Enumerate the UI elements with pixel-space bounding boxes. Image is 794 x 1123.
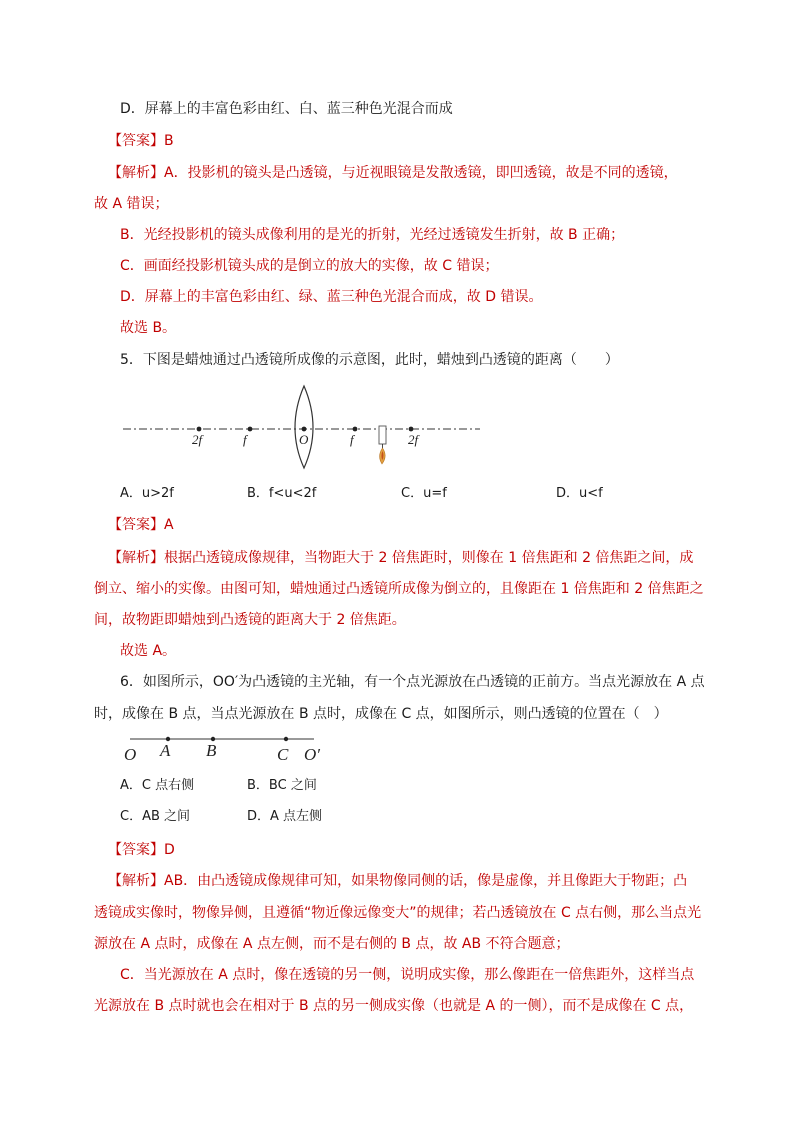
q5-stem: 5．下图是蜡烛通过凸透镜所成像的示意图，此时，蜡烛到凸透镜的距离（ ）: [120, 352, 619, 368]
q4-analysis-b: B．光经投影机的镜头成像利用的是光的折射，光经过透镜发生折射，故 B 正确；: [120, 227, 625, 243]
q6-analysis-line4: C．当光源放在 A 点时，像在透镜的另一侧，说明成实像，那么像距在一倍焦距外，这样当点: [120, 967, 695, 983]
q4-analysis-c: C．画面经投影机镜头成的是倒立的放大的实像，故 C 错误；: [120, 258, 499, 274]
label-a: A: [160, 741, 171, 760]
label-o: O: [124, 745, 137, 764]
answer-tag: 【答案】: [108, 842, 164, 858]
answer-tag: 【答案】: [108, 517, 164, 533]
q4-analysis-d: D．屏幕上的丰富色彩由红、绿、蓝三种色光混合而成，故 D 错误。: [120, 289, 543, 305]
axis-diagram: [118, 732, 338, 766]
q6-analysis-line5: 光源放在 B 点时就也会在相对于 B 点的另一侧成实像（也就是 A 的一侧），而不是成像在 C 点，: [94, 998, 694, 1014]
point-o: [302, 427, 307, 432]
lens-diagram: [118, 382, 488, 472]
q6-analysis-line3: 源放在 A 点时，成像在 A 点左侧，而不是右侧的 B 点，故 AB 不符合题意；: [94, 936, 570, 952]
label-f-left: f: [243, 432, 247, 447]
point-2f-right: [409, 427, 414, 432]
label-c: C: [277, 745, 289, 764]
answer-value: D: [164, 842, 175, 858]
label-f-right: f: [350, 432, 354, 447]
q6-answer: [108, 840, 175, 860]
q6-option-b: B．BC 之间: [247, 778, 317, 793]
answer-value: A: [164, 517, 174, 533]
q5-analysis-line1: [108, 548, 693, 568]
analysis-text: 根据凸透镜成像规律，当物距大于 2 倍焦距时，则像在 1 倍焦距和 2 倍焦距之间，成: [164, 550, 694, 566]
q5-conclusion: 故选 A。: [120, 643, 177, 659]
q5-analysis-line2: 倒立、缩小的实像。由图可知，蜡烛通过凸透镜所成像为倒立的，且像距在 1 倍焦距和 2 倍焦距之: [94, 581, 704, 597]
q5-option-c: C．u=f: [401, 486, 447, 501]
q4-answer: [108, 131, 174, 151]
point-f-left: [248, 427, 253, 432]
q6-stem-line1: 6．如图所示，OO′为凸透镜的主光轴，有一个点光源放在凸透镜的正前方。当点光源放在 A 点: [120, 674, 705, 690]
q4-analysis-line1: [108, 163, 678, 183]
q6-analysis-line2: 透镜成实像时，物像异侧，且遵循“物近像远像变大”的规律；若凸透镜放在 C 点右侧，那么当点光: [94, 905, 702, 921]
point-f-right: [353, 427, 358, 432]
q6-option-c: C．AB 之间: [120, 809, 191, 824]
point-2f-left: [197, 427, 202, 432]
label-2f-right: 2f: [408, 432, 419, 447]
analysis-tag: 【解析】: [108, 550, 164, 566]
label-2f-left: 2f: [192, 432, 203, 447]
point-c: [284, 737, 288, 741]
candle-image-icon: [379, 426, 386, 464]
q5-option-a: A．u>2f: [120, 486, 174, 501]
q6-analysis-line1: [108, 871, 687, 891]
analysis-text: A．投影机的镜头是凸透镜，与近视眼镜是发散透镜，即凹透镜，故是不同的透镜，: [164, 165, 678, 181]
label-o-prime: O′: [304, 745, 320, 764]
q4-analysis-line2: 故 A 错误；: [94, 196, 169, 212]
q6-option-d: D．A 点左侧: [247, 809, 323, 824]
label-b: B: [206, 741, 217, 760]
option-d-line: D．屏幕上的丰富色彩由红、白、蓝三种色光混合而成: [120, 101, 453, 117]
label-o: O: [299, 432, 309, 447]
q5-analysis-line3: 间，故物距即蜡烛到凸透镜的距离大于 2 倍焦距。: [94, 612, 406, 628]
answer-tag: 【答案】: [108, 133, 164, 149]
analysis-text: AB．由凸透镜成像规律可知，如果物像同侧的话，像是虚像，并且像距大于物距；凸: [164, 873, 688, 889]
q6-stem-line2: 时，成像在 B 点，当点光源放在 B 点时，成像在 C 点，如图所示，则凸透镜的位置在（ ）: [94, 706, 668, 722]
q6-option-a: A．C 点右侧: [120, 778, 195, 793]
q4-conclusion: 故选 B。: [120, 320, 177, 336]
q5-answer: [108, 515, 174, 535]
analysis-tag: 【解析】: [108, 873, 164, 889]
q5-option-b: B．f<u<2f: [247, 486, 317, 501]
answer-value: B: [164, 133, 174, 149]
q5-option-d: D．u<f: [556, 486, 603, 501]
analysis-tag: 【解析】: [108, 165, 164, 181]
